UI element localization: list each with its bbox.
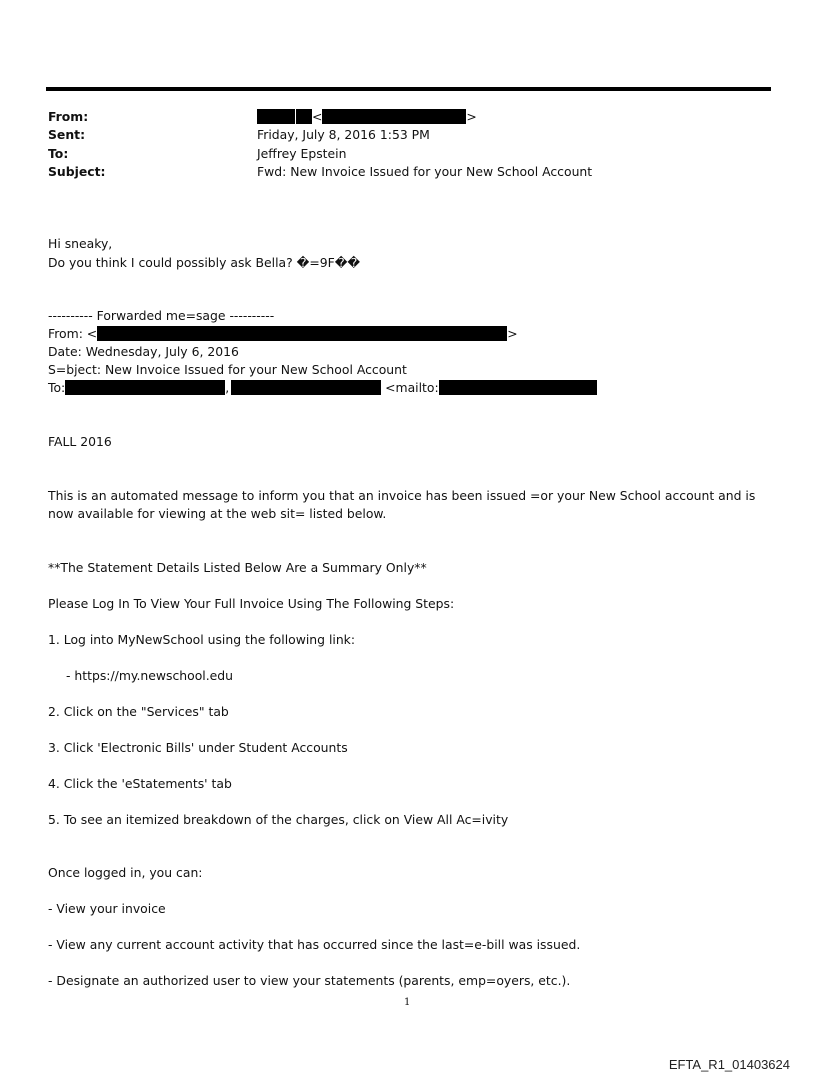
redaction [296, 109, 312, 124]
fwd-from-gt: > [507, 326, 518, 341]
subject-label: Subject: [48, 164, 106, 179]
header-rule [46, 87, 771, 91]
redaction [322, 109, 466, 124]
from-value [257, 108, 477, 126]
subject-value: Fwd: New Invoice Issued for your New School Account [257, 164, 593, 179]
steps-intro: Please Log In To View Your Full Invoice Using The Following Steps: [48, 596, 455, 611]
to-value: Jeffrey Epstein [257, 146, 347, 161]
fwd-from-label: From: < [48, 326, 98, 341]
intro-paragraph: This is an automated message to inform you that an invoice has been issued =or your New School account and is now available for viewing at the web sit= listed below. [48, 488, 756, 521]
fwd-to [48, 379, 597, 397]
fwd-to-label: To: [48, 380, 66, 395]
forwarded-line: ---------- Forwarded me=sage ---------- [48, 308, 275, 323]
fwd-from [48, 325, 518, 343]
page-number: 1 [404, 997, 411, 1008]
question: Do you think I could possibly ask Bella? �=9F�� [48, 255, 361, 270]
fwd-to-comma: , [225, 380, 230, 395]
step-5: 5. To see an itemized breakdown of the charges, click on View All Ac=ivity [48, 812, 509, 827]
to-label: To: [48, 146, 69, 161]
redaction [65, 380, 225, 395]
sent-value: Friday, July 8, 2016 1:53 PM [257, 127, 430, 142]
summary-note: **The Statement Details Listed Below Are a Summary Only** [48, 560, 427, 575]
fwd-to-mailto: <mailto: [385, 380, 439, 395]
once-logged: Once logged in, you can: [48, 865, 203, 880]
term: FALL 2016 [48, 434, 112, 449]
document-id: EFTA_R1_01403624 [668, 1057, 790, 1072]
step-4: 4. Click the 'eStatements' tab [48, 776, 232, 791]
from-gt: > [466, 109, 477, 124]
bullet-1: - View your invoice [48, 901, 166, 916]
bullet-3: - Designate an authorized user to view your statements (parents, emp=oyers, etc.). [48, 973, 571, 988]
greeting: Hi sneaky, [48, 236, 113, 251]
redaction [97, 326, 507, 341]
fwd-date: Date: Wednesday, July 6, 2016 [48, 344, 239, 359]
redaction [439, 380, 597, 395]
step-1: 1. Log into MyNewSchool using the following link: [48, 632, 356, 647]
from-lt: < [312, 109, 323, 124]
from-label: From: [48, 109, 89, 124]
sent-label: Sent: [48, 127, 86, 142]
bullet-2: - View any current account activity that has occurred since the last=e-bill was issued. [48, 937, 581, 952]
step-1-link[interactable]: - https://my.newschool.edu [66, 668, 234, 683]
step-2: 2. Click on the "Services" tab [48, 704, 229, 719]
step-3: 3. Click 'Electronic Bills' under Student Accounts [48, 740, 348, 755]
redaction [231, 380, 381, 395]
redaction [257, 109, 295, 124]
fwd-subject: S=bject: New Invoice Issued for your New School Account [48, 362, 407, 377]
